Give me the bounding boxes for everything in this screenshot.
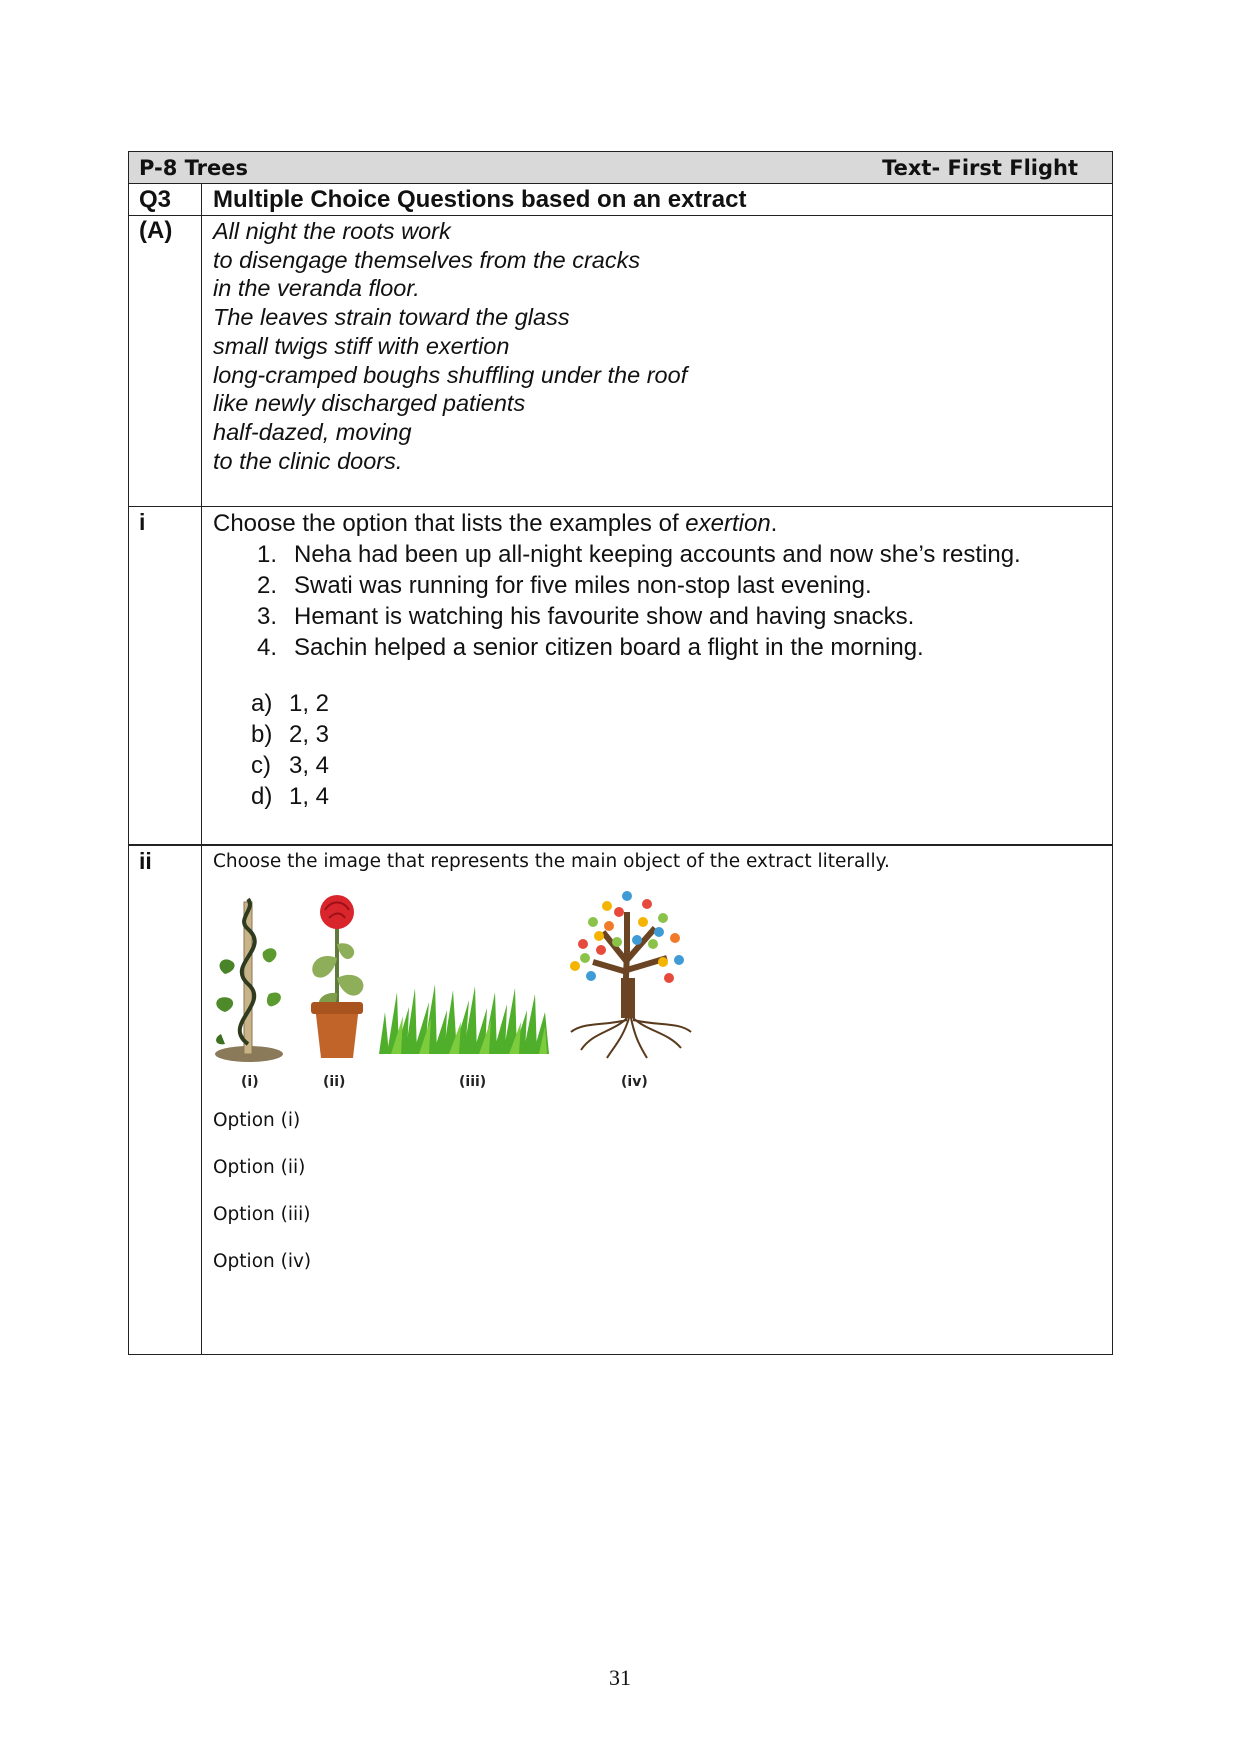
image-options-strip	[211, 882, 751, 1097]
image-caption: (i)	[241, 1074, 259, 1090]
rose-pot-image[interactable]	[297, 888, 377, 1064]
option-a[interactable]	[213, 688, 1112, 719]
question-i-row	[129, 506, 1112, 844]
statement-number: 4.	[257, 634, 278, 661]
list-item	[213, 570, 1112, 601]
stem-text: Choose the option that lists the examples of	[213, 510, 686, 537]
question-number: Q3	[129, 184, 202, 215]
option-iii[interactable]: Option (iii)	[213, 1204, 311, 1225]
page-number: 31	[609, 1665, 631, 1690]
option-text: 3, 4	[289, 752, 330, 779]
statement-text: Sachin helped a senior citizen board a flight in the morning.	[294, 634, 924, 661]
poem-line: to the clinic doors.	[213, 447, 403, 474]
option-text: 1, 4	[289, 783, 330, 810]
climber-plant-image[interactable]	[211, 894, 289, 1064]
question-table	[128, 151, 1113, 1355]
image-caption: (iv)	[621, 1074, 648, 1090]
poem-line: to disengage themselves from the cracks	[213, 246, 641, 273]
image-caption: (ii)	[323, 1074, 346, 1090]
stem-end: .	[770, 510, 778, 537]
statement-number: 2.	[257, 572, 278, 599]
list-item	[213, 539, 1112, 570]
statement-list	[213, 539, 1112, 663]
option-letter: a)	[251, 690, 273, 717]
question-title-row	[129, 183, 1112, 215]
option-letter: c)	[251, 752, 271, 779]
tree-image[interactable]	[563, 882, 699, 1060]
question-ii-label: ii	[129, 846, 202, 1354]
question-i-stem	[213, 507, 1112, 539]
statement-number: 1.	[257, 541, 278, 568]
question-ii-row	[129, 844, 1112, 1354]
poem-line: in the veranda floor.	[213, 275, 420, 302]
extract-label: (A)	[129, 216, 202, 506]
poem-line: The leaves strain toward the glass	[213, 304, 570, 331]
option-text: 1, 2	[289, 690, 330, 717]
question-title: Multiple Choice Questions based on an extract	[213, 186, 747, 213]
poem-line: small twigs stiff with exertion	[213, 332, 510, 359]
answer-options	[213, 688, 1112, 812]
stem-emphasis: exertion	[685, 510, 771, 537]
extract-poem	[213, 216, 1112, 475]
option-i[interactable]: Option (i)	[213, 1110, 301, 1131]
poem-line: long-cramped boughs shuffling under the roof	[213, 361, 688, 388]
option-letter: d)	[251, 783, 273, 810]
question-i-label: i	[129, 507, 202, 844]
option-text: 2, 3	[289, 721, 330, 748]
grass-image[interactable]	[379, 982, 549, 1054]
poem-line: All night the roots work	[213, 218, 451, 244]
list-item	[213, 601, 1112, 632]
option-ii[interactable]: Option (ii)	[213, 1157, 306, 1178]
image-caption: (iii)	[459, 1074, 487, 1090]
list-item	[213, 632, 1112, 663]
unit-title: P-8 Trees	[139, 155, 249, 180]
text-title: Text- First Flight	[882, 155, 1078, 180]
option-iv[interactable]: Option (iv)	[213, 1251, 312, 1272]
option-c[interactable]	[213, 750, 1112, 781]
statement-number: 3.	[257, 603, 278, 630]
statement-text: Hemant is watching his favourite show and having snacks.	[294, 603, 915, 630]
option-letter: b)	[251, 721, 273, 748]
option-d[interactable]	[213, 781, 1112, 812]
header-row	[129, 152, 1112, 183]
image-answer-options	[213, 1109, 1112, 1273]
statement-text: Swati was running for five miles non-stop last evening.	[294, 572, 872, 599]
option-b[interactable]	[213, 719, 1112, 750]
question-ii-stem: Choose the image that represents the main object of the extract literally.	[213, 851, 890, 872]
poem-line: like newly discharged patients	[213, 390, 526, 417]
extract-row	[129, 215, 1112, 506]
statement-text: Neha had been up all-night keeping accounts and now she’s resting.	[294, 541, 1021, 568]
poem-line: half-dazed, moving	[213, 418, 412, 445]
